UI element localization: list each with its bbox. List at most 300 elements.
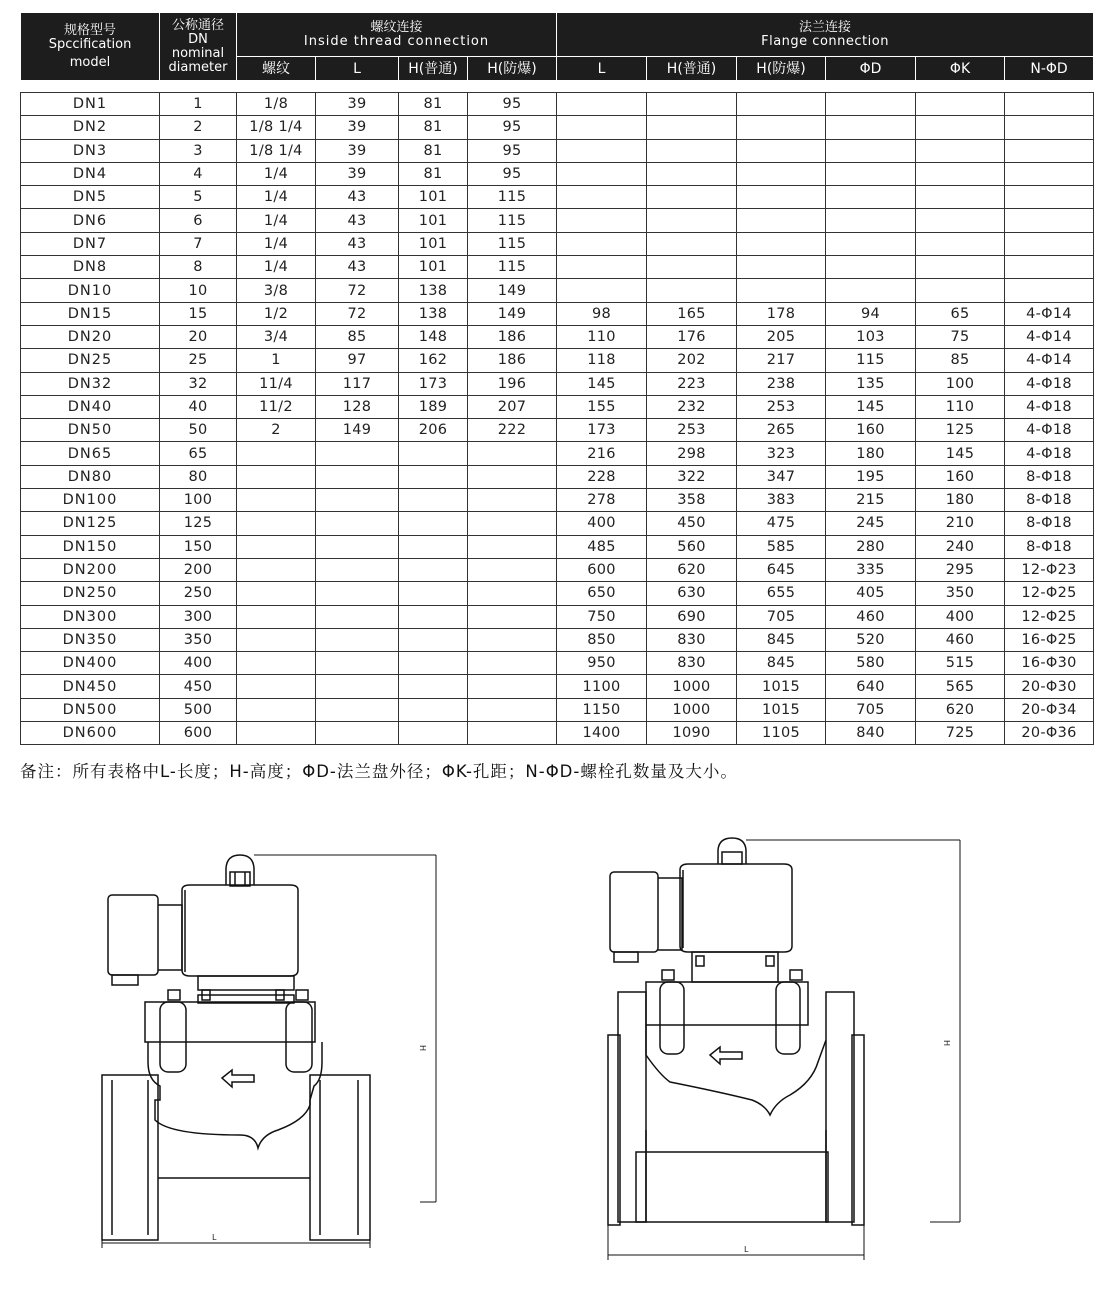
table-row	[21, 372, 1094, 395]
table-cell	[316, 628, 399, 651]
table-cell: 845	[737, 652, 826, 675]
table-row	[21, 325, 1094, 348]
table-cell: 217	[737, 349, 826, 372]
model-cell: DN3	[21, 139, 160, 162]
table-cell	[237, 512, 316, 535]
table-cell: 8-Φ18	[1005, 535, 1094, 558]
table-cell	[737, 256, 826, 279]
subheader-7: ΦD	[826, 57, 916, 81]
table-cell: 100	[160, 489, 237, 512]
table-row	[21, 302, 1094, 325]
header-spec-model	[21, 13, 160, 81]
table-cell: 95	[468, 162, 557, 185]
table-cell: 7	[160, 232, 237, 255]
table-cell	[399, 582, 468, 605]
table-body	[21, 93, 1094, 745]
table-cell	[647, 279, 737, 302]
table-cell: 97	[316, 349, 399, 372]
table-cell	[916, 256, 1005, 279]
table-cell: 690	[647, 605, 737, 628]
table-cell	[1005, 186, 1094, 209]
table-row	[21, 628, 1094, 651]
table-cell: 1	[237, 349, 316, 372]
model-cell: DN32	[21, 372, 160, 395]
table-cell: 20-Φ34	[1005, 698, 1094, 721]
table-cell: 4-Φ18	[1005, 419, 1094, 442]
table-cell: 81	[399, 162, 468, 185]
table-cell: 830	[647, 628, 737, 651]
table-cell: 186	[468, 349, 557, 372]
table-cell: 450	[647, 512, 737, 535]
header-dn-en2: nominal	[171, 45, 225, 61]
table-cell: 240	[916, 535, 1005, 558]
model-cell: DN7	[21, 232, 160, 255]
flange-valve-drawing	[600, 830, 980, 1260]
table-cell	[316, 605, 399, 628]
table-cell: 145	[557, 372, 647, 395]
table-cell: 4-Φ18	[1005, 395, 1094, 418]
table-cell: 43	[316, 256, 399, 279]
table-cell	[237, 605, 316, 628]
table-cell: 323	[737, 442, 826, 465]
table-cell: 200	[160, 558, 237, 581]
table-cell	[468, 465, 557, 488]
model-cell: DN1	[21, 93, 160, 116]
table-cell: 25	[160, 349, 237, 372]
table-row	[21, 558, 1094, 581]
table-cell	[557, 209, 647, 232]
table-cell: 85	[916, 349, 1005, 372]
table-cell: 216	[557, 442, 647, 465]
model-cell: DN5	[21, 186, 160, 209]
table-cell: 840	[826, 722, 916, 745]
table-cell: 620	[916, 698, 1005, 721]
table-cell: 460	[916, 628, 1005, 651]
table-cell: 322	[647, 465, 737, 488]
table-cell: 400	[557, 512, 647, 535]
table-cell: 16-Φ25	[1005, 628, 1094, 651]
table-cell: 11/4	[237, 372, 316, 395]
model-cell: DN125	[21, 512, 160, 535]
table-cell	[1005, 116, 1094, 139]
table-cell: 138	[399, 302, 468, 325]
model-cell: DN25	[21, 349, 160, 372]
table-cell	[237, 652, 316, 675]
table-cell: 1090	[647, 722, 737, 745]
table-cell	[826, 232, 916, 255]
table-cell	[826, 116, 916, 139]
table-row	[21, 582, 1094, 605]
table-cell: 81	[399, 93, 468, 116]
table-cell: 1/8	[237, 93, 316, 116]
table-cell: 450	[160, 675, 237, 698]
table-row	[21, 419, 1094, 442]
table-cell: 39	[316, 116, 399, 139]
table-cell	[316, 465, 399, 488]
table-cell	[237, 628, 316, 651]
table-cell	[468, 512, 557, 535]
table-cell	[647, 209, 737, 232]
table-row	[21, 256, 1094, 279]
table-cell	[237, 465, 316, 488]
table-cell: 8	[160, 256, 237, 279]
table-row	[21, 93, 1094, 116]
table-row	[21, 512, 1094, 535]
table-cell	[916, 93, 1005, 116]
table-cell: 110	[916, 395, 1005, 418]
table-cell: 145	[916, 442, 1005, 465]
table-cell	[737, 93, 826, 116]
table-cell: 4	[160, 162, 237, 185]
table-cell: 383	[737, 489, 826, 512]
table-cell: 2	[160, 116, 237, 139]
subheader-4: L	[557, 57, 647, 81]
table-cell: 405	[826, 582, 916, 605]
model-cell: DN450	[21, 675, 160, 698]
table-cell	[316, 535, 399, 558]
table-cell: 118	[557, 349, 647, 372]
table-cell	[826, 93, 916, 116]
table-cell	[557, 116, 647, 139]
table-row	[21, 395, 1094, 418]
table-cell: 1/2	[237, 302, 316, 325]
table-cell	[557, 232, 647, 255]
table-cell: 565	[916, 675, 1005, 698]
table-cell: 75	[916, 325, 1005, 348]
table-cell: 460	[826, 605, 916, 628]
table-cell: 1/4	[237, 186, 316, 209]
table-cell	[316, 652, 399, 675]
table-cell: 600	[557, 558, 647, 581]
table-cell	[647, 139, 737, 162]
header-dn-en3: diameter	[168, 59, 228, 75]
table-cell	[557, 139, 647, 162]
table-cell	[237, 442, 316, 465]
table-cell	[557, 279, 647, 302]
table-cell: 705	[826, 698, 916, 721]
table-cell: 43	[316, 186, 399, 209]
table-cell	[647, 186, 737, 209]
table-cell: 135	[826, 372, 916, 395]
table-cell: 195	[826, 465, 916, 488]
table-cell: 15	[160, 302, 237, 325]
table-cell: 115	[468, 256, 557, 279]
model-cell: DN50	[21, 419, 160, 442]
table-row	[21, 442, 1094, 465]
header-thread-cn: 螺纹连接	[370, 19, 423, 35]
flange-h-label: H	[942, 1040, 951, 1047]
table-cell: 206	[399, 419, 468, 442]
table-cell	[237, 698, 316, 721]
table-cell	[468, 652, 557, 675]
table-cell: 400	[160, 652, 237, 675]
table-cell: 358	[647, 489, 737, 512]
table-cell	[557, 162, 647, 185]
table-cell: 180	[916, 489, 1005, 512]
table-cell	[399, 652, 468, 675]
model-cell: DN6	[21, 209, 160, 232]
table-cell: 350	[916, 582, 1005, 605]
model-cell: DN65	[21, 442, 160, 465]
table-cell	[737, 162, 826, 185]
table-cell: 222	[468, 419, 557, 442]
table-cell: 250	[160, 582, 237, 605]
header-dn-en: DN	[188, 31, 208, 47]
table-cell: 85	[316, 325, 399, 348]
header-flange-cn: 法兰连接	[799, 19, 852, 35]
table-cell: 160	[916, 465, 1005, 488]
table-row	[21, 139, 1094, 162]
table-cell	[468, 442, 557, 465]
table-cell: 20	[160, 325, 237, 348]
table-cell: 95	[468, 116, 557, 139]
table-cell	[916, 139, 1005, 162]
table-cell	[916, 116, 1005, 139]
table-cell: 165	[647, 302, 737, 325]
table-cell: 1/4	[237, 232, 316, 255]
table-cell: 125	[916, 419, 1005, 442]
table-cell: 81	[399, 139, 468, 162]
table-cell: 162	[399, 349, 468, 372]
table-cell	[647, 256, 737, 279]
thread-valve-drawing	[90, 830, 450, 1250]
table-row	[21, 652, 1094, 675]
table-cell	[916, 186, 1005, 209]
table-header	[21, 13, 1094, 81]
table-row	[21, 605, 1094, 628]
table-cell	[237, 675, 316, 698]
subheader-3: H(防爆)	[468, 57, 557, 81]
table-cell	[399, 535, 468, 558]
table-cell: 600	[160, 722, 237, 745]
table-cell	[916, 162, 1005, 185]
table-cell: 148	[399, 325, 468, 348]
model-cell: DN350	[21, 628, 160, 651]
table-cell: 1015	[737, 675, 826, 698]
table-cell: 1/4	[237, 209, 316, 232]
table-cell: 43	[316, 232, 399, 255]
table-cell: 202	[647, 349, 737, 372]
table-cell: 347	[737, 465, 826, 488]
table-cell	[316, 512, 399, 535]
table-cell: 1000	[647, 698, 737, 721]
table-cell	[647, 93, 737, 116]
table-cell: 180	[826, 442, 916, 465]
table-cell: 4-Φ18	[1005, 372, 1094, 395]
table-cell	[468, 722, 557, 745]
table-cell: 20-Φ36	[1005, 722, 1094, 745]
model-cell: DN15	[21, 302, 160, 325]
table-cell: 145	[826, 395, 916, 418]
table-cell: 115	[468, 186, 557, 209]
table-cell	[826, 139, 916, 162]
model-cell: DN500	[21, 698, 160, 721]
model-cell: DN100	[21, 489, 160, 512]
table-cell	[737, 186, 826, 209]
table-cell: 3	[160, 139, 237, 162]
table-cell	[826, 162, 916, 185]
table-cell: 1000	[647, 675, 737, 698]
subheader-8: ΦK	[916, 57, 1005, 81]
header-spec-en2: model	[69, 54, 111, 70]
subheader-9: N-ΦD	[1005, 57, 1094, 81]
model-cell: DN4	[21, 162, 160, 185]
model-cell: DN250	[21, 582, 160, 605]
model-cell: DN400	[21, 652, 160, 675]
table-cell	[316, 675, 399, 698]
table-cell	[1005, 139, 1094, 162]
table-cell	[399, 605, 468, 628]
table-cell: 10	[160, 279, 237, 302]
table-cell: 115	[468, 209, 557, 232]
table-cell	[468, 605, 557, 628]
table-cell: 265	[737, 419, 826, 442]
table-cell: 1400	[557, 722, 647, 745]
table-cell	[1005, 232, 1094, 255]
table-cell: 515	[916, 652, 1005, 675]
table-cell: 72	[316, 302, 399, 325]
table-cell: 149	[468, 279, 557, 302]
table-cell	[1005, 93, 1094, 116]
table-cell	[1005, 162, 1094, 185]
table-cell: 560	[647, 535, 737, 558]
table-cell: 295	[916, 558, 1005, 581]
table-cell: 830	[647, 652, 737, 675]
footnote: 备注：所有表格中L-长度；H-高度；ΦD-法兰盘外径；ΦK-孔距；N-ΦD-螺栓孔数量及大小。	[20, 762, 738, 781]
table-cell	[647, 116, 737, 139]
table-cell: 280	[826, 535, 916, 558]
table-cell: 20-Φ30	[1005, 675, 1094, 698]
table-cell: 115	[468, 232, 557, 255]
table-cell: 103	[826, 325, 916, 348]
table-cell	[468, 628, 557, 651]
header-dn-cn: 公称通径	[171, 17, 224, 33]
table-cell	[237, 535, 316, 558]
table-cell: 350	[160, 628, 237, 651]
header-spec-en: Spccification	[48, 36, 132, 52]
table-cell: 630	[647, 582, 737, 605]
table-cell: 12-Φ23	[1005, 558, 1094, 581]
table-cell: 189	[399, 395, 468, 418]
model-cell: DN150	[21, 535, 160, 558]
table-cell	[399, 698, 468, 721]
table-cell: 3/4	[237, 325, 316, 348]
table-cell: 101	[399, 186, 468, 209]
table-cell	[916, 279, 1005, 302]
header-spec-cn: 规格型号	[63, 22, 116, 38]
table-cell: 253	[647, 419, 737, 442]
table-cell: 32	[160, 372, 237, 395]
table-cell: 110	[557, 325, 647, 348]
table-row	[21, 162, 1094, 185]
table-cell: 117	[316, 372, 399, 395]
table-row	[21, 232, 1094, 255]
table-cell: 101	[399, 256, 468, 279]
table-cell: 40	[160, 395, 237, 418]
table-cell	[647, 232, 737, 255]
table-row	[21, 465, 1094, 488]
table-cell: 485	[557, 535, 647, 558]
table-cell	[826, 279, 916, 302]
table-cell	[468, 582, 557, 605]
table-cell	[916, 209, 1005, 232]
thread-l-label: L	[212, 1233, 217, 1242]
table-cell	[316, 558, 399, 581]
table-cell: 640	[826, 675, 916, 698]
table-cell	[316, 442, 399, 465]
model-cell: DN300	[21, 605, 160, 628]
model-cell: DN200	[21, 558, 160, 581]
table-cell	[737, 116, 826, 139]
table-cell: 645	[737, 558, 826, 581]
table-cell	[557, 256, 647, 279]
table-cell	[399, 722, 468, 745]
table-cell: 2	[237, 419, 316, 442]
model-cell: DN80	[21, 465, 160, 488]
table-cell: 205	[737, 325, 826, 348]
table-cell	[399, 512, 468, 535]
table-cell: 101	[399, 209, 468, 232]
table-cell	[237, 489, 316, 512]
table-cell: 207	[468, 395, 557, 418]
table-cell	[1005, 209, 1094, 232]
table-cell	[399, 442, 468, 465]
header-flange-group	[557, 13, 1094, 57]
table-cell: 80	[160, 465, 237, 488]
table-cell: 125	[160, 512, 237, 535]
table-cell: 39	[316, 93, 399, 116]
table-cell: 11/2	[237, 395, 316, 418]
subheader-2: H(普通)	[399, 57, 468, 81]
table-cell: 650	[557, 582, 647, 605]
table-row	[21, 698, 1094, 721]
table-cell: 186	[468, 325, 557, 348]
table-cell: 278	[557, 489, 647, 512]
table-cell: 65	[916, 302, 1005, 325]
header-thread-group	[237, 13, 557, 57]
table-cell: 400	[916, 605, 1005, 628]
table-cell: 100	[916, 372, 1005, 395]
table-cell: 1150	[557, 698, 647, 721]
table-cell: 1100	[557, 675, 647, 698]
table-cell: 232	[647, 395, 737, 418]
table-cell: 475	[737, 512, 826, 535]
table-cell	[1005, 279, 1094, 302]
table-row	[21, 535, 1094, 558]
table-cell: 845	[737, 628, 826, 651]
table-cell	[468, 698, 557, 721]
table-cell	[647, 162, 737, 185]
table-cell	[826, 186, 916, 209]
table-row	[21, 279, 1094, 302]
table-cell: 500	[160, 698, 237, 721]
table-cell: 4-Φ14	[1005, 325, 1094, 348]
table-cell: 173	[557, 419, 647, 442]
table-cell: 39	[316, 162, 399, 185]
model-cell: DN20	[21, 325, 160, 348]
header-thread-en: Inside thread connection	[303, 33, 490, 49]
table-cell	[557, 186, 647, 209]
table-cell: 95	[468, 139, 557, 162]
table-cell: 176	[647, 325, 737, 348]
table-cell	[316, 698, 399, 721]
table-cell: 585	[737, 535, 826, 558]
table-cell: 155	[557, 395, 647, 418]
table-cell: 3/8	[237, 279, 316, 302]
table-cell: 4-Φ14	[1005, 349, 1094, 372]
table-cell: 6	[160, 209, 237, 232]
table-cell: 950	[557, 652, 647, 675]
